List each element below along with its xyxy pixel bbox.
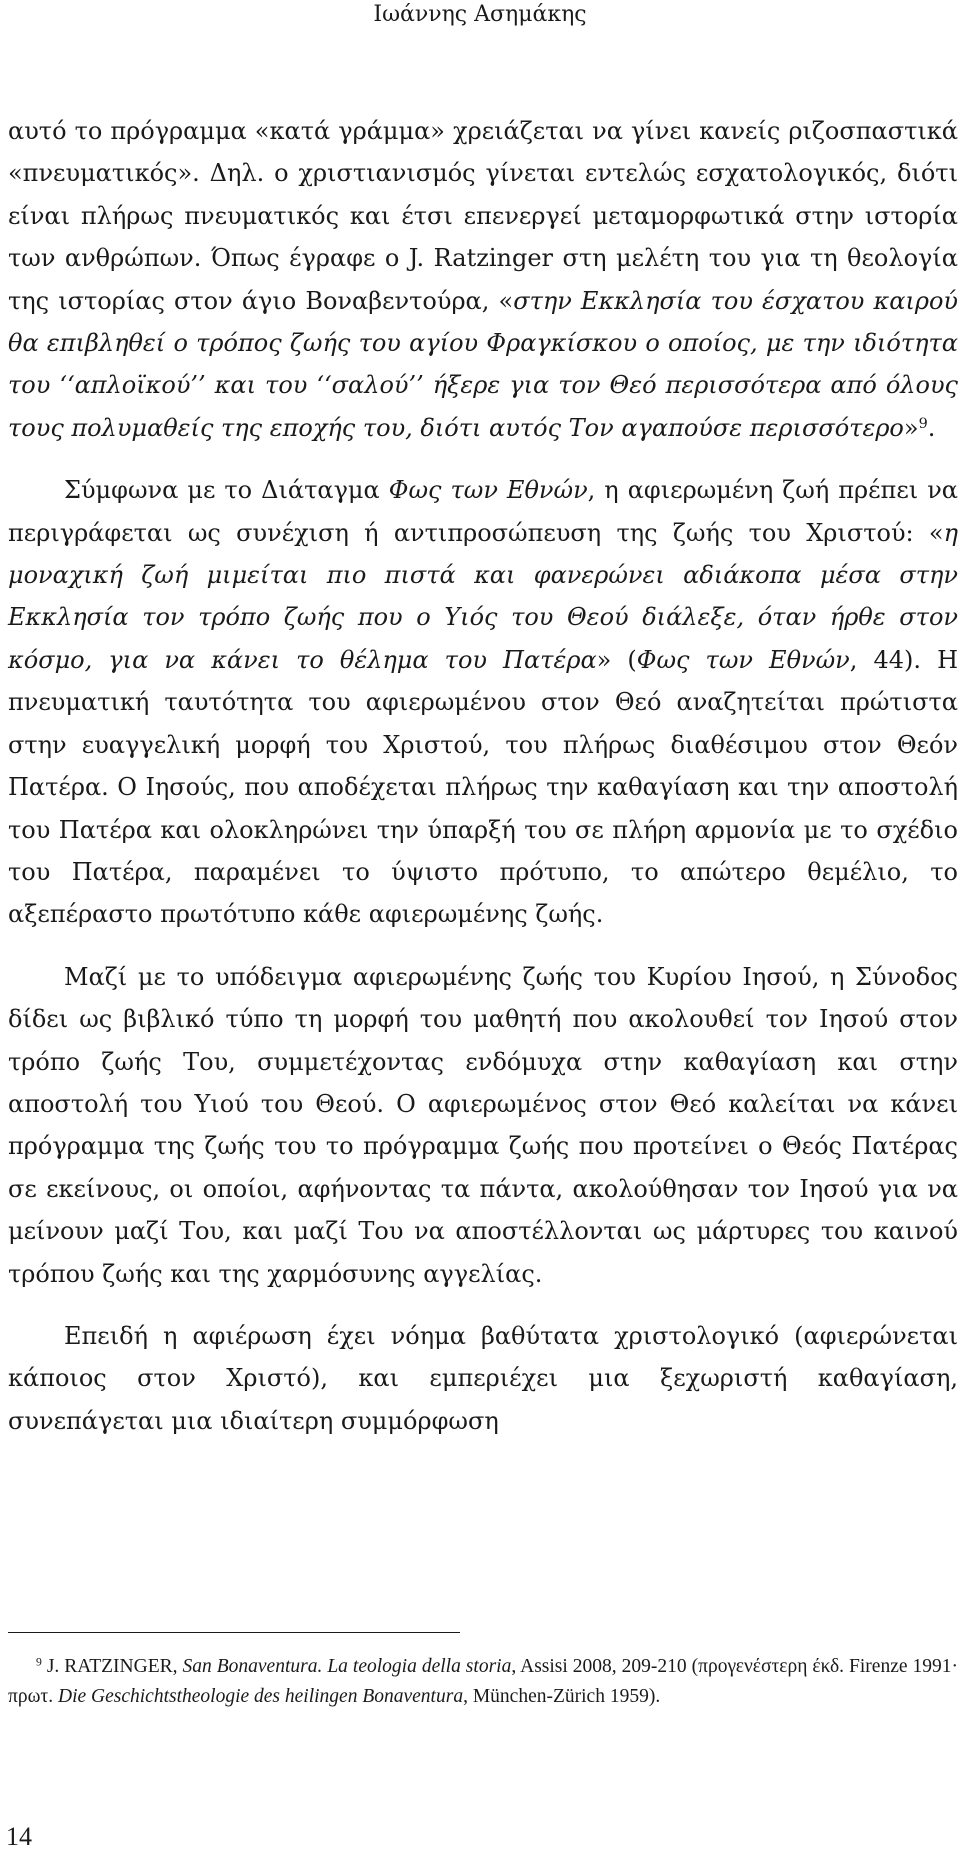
running-title: Ιωάννης Ασημάκης (373, 2, 587, 27)
paragraph-2-italic-3: Φως των Εθνών (636, 645, 850, 674)
paragraph-1 (8, 110, 958, 449)
footnote-italic-title-1: San Bonaventura. La teologia della storia (182, 1656, 512, 1677)
paragraph-1-text-3: . (927, 413, 936, 442)
footnote-text-3: , München-Zürich 1959). (463, 1686, 661, 1707)
footnote-reference-9: 9 (918, 415, 928, 432)
paragraph-4 (8, 1315, 958, 1442)
footnote-text-1: J. RATZINGER, (41, 1656, 183, 1677)
paragraph-2-text-4: , 44). Η πνευματική ταυτότητα του αφιερωμένου στον Θεό αναζητείται πρώτιστα στην ευαγγελική μορφή του Χριστού, του πλήρως διαθέσιμου στον Θεόν Πατέρα. Ο Ιησούς, που αποδέχεται πλήρως την καθαγίαση και την αποστολή του Πατέρα και ολοκληρώνει την ύπαρξή του σε πλήρη αρμονία με το σχέδιο του Πατέρα, παραμένει το ύψιστο πρότυπο, το απώτερο θεμέλιο, το αξεπέραστο πρωτότυπο κάθε αφιερωμένης ζωής. (8, 645, 959, 929)
paragraph-3 (8, 956, 958, 1295)
paragraph-2 (8, 469, 958, 935)
footnotes (8, 1652, 958, 1712)
running-header (0, 0, 960, 30)
footnote-separator (8, 1632, 460, 1633)
paragraph-2-italic-quote: η μοναχική ζωή μιμείται πιο πιστά και φανερώνει αδιάκοπα μέσα στην Εκκλησία τον τρόπο ζωής που ο Υιός του Θεού διάλεξε, όταν ήρθε στον κόσμο, για να κάνει το θέλημα του Πατέρα (8, 518, 958, 674)
paragraph-4-text-1: Επειδή η αφιέρωση έχει νόημα βαθύτατα χριστολογικό (αφιερώνεται κάποιος στον Χριστό), και εμπεριέχει μια ξεχωριστή καθαγίαση, συνεπάγεται μια ιδιαίτερη συμμόρφωση (8, 1321, 958, 1435)
footnote-text-2: , Assisi 2008, 209-210 (προγενέστερη έκδ. Firenze 1991· πρωτ. (8, 1656, 959, 1707)
paragraph-2-text-1: Σύμφωνα με το Διάταγμα (64, 476, 389, 505)
paragraph-2-text-2: , η αφιερωμένη ζωή πρέπει να περιγράφεται ως συνέχιση ή αντιπροσώπευση της ζωής του Χριστού: « (8, 476, 958, 547)
footnote-italic-title-2: Die Geschichtstheologie des heilingen Bonaventura (58, 1686, 464, 1707)
paragraph-2-italic-1: Φως των Εθνών (388, 476, 588, 505)
paragraph-1-text-1: αυτό το πρόγραμμα «κατά γράμμα» χρειάζεται να γίνει κανείς ριζοσπαστικά «πνευματικός». Δηλ. ο χριστιανισμός γίνεται εντελώς εσχατολογικός, διότι είναι πλήρως πνευματικός και έτσι επενεργεί μεταμορφωτικά στην ιστορία των ανθρώπων. Όπως έγραφε ο J. Ratzinger στη μελέτη του για τη θεολογία της ιστορίας στον άγιο Βοναβεντούρα, « (8, 117, 958, 315)
paragraph-3-text-1: Μαζί με το υπόδειγμα αφιερωμένης ζωής του Κυρίου Ιησού, η Σύνοδος δίδει ως βιβλικό τύπο τη μορφή του μαθητή που ακολουθεί τον Ιησού στον τρόπο ζωής Του, συμμετέχοντας ενδόμυχα στην καθαγίαση και στην αποστολή του Υιού του Θεού. Ο αφιερωμένος στον Θεό καλείται να κάνει πρόγραμμα της ζωής του το πρόγραμμα ζωής που προτείνει ο Θεός Πατέρας σε εκείνους, οι οποίοι, αφήνοντας τα πάντα, ακολούθησαν τον Ιησού για να μείνουν μαζί Του, και μαζί Του να αποστέλλονται ως μάρτυρες του καινού τρόπου ζωής και της χαρμόσυνης αγγελίας. (8, 962, 958, 1288)
footnote-9 (8, 1652, 958, 1712)
paragraph-2-text-3: » ( (596, 645, 637, 674)
paragraph-1-italic-quote: στην Εκκλησία του έσχατου καιρού θα επιβληθεί ο τρόπος ζωής του αγίου Φραγκίσκου ο οποίος, με την ιδιότητα του ‘‘απλοϊκού’’ και του ‘‘σαλού’’ ήξερε για τον Θεό περισσότερα από όλους τους πολυμαθείς της εποχής του, διότι αυτός Τον αγαπούσε περισσότερο (8, 286, 958, 442)
page-number: 14 (6, 1822, 32, 1851)
footnote-number: 9 (36, 1655, 42, 1669)
body-text (8, 110, 958, 1442)
paragraph-1-text-2: » (903, 413, 919, 442)
